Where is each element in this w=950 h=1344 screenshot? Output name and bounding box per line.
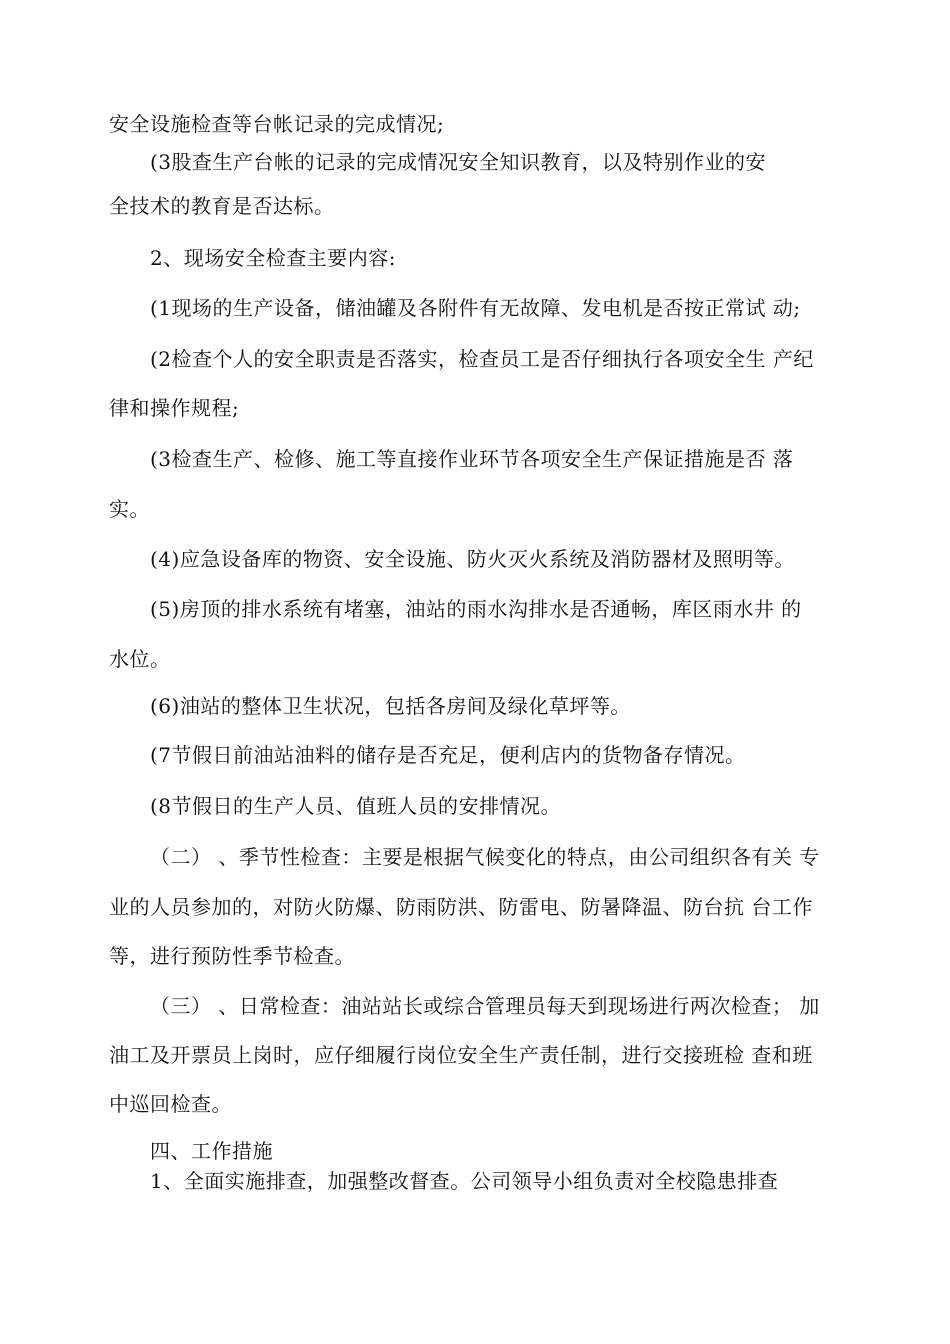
text-line: 水位。 bbox=[109, 647, 171, 671]
text-line: 实。 bbox=[109, 497, 150, 521]
text-line: 中巡回检查。 bbox=[109, 1092, 232, 1116]
text-line: (1现场的生产设备，储油罐及各附件有无故障、发电机是否按正常试 动; bbox=[150, 296, 801, 320]
text-line: (3检查生产、检修、施工等直接作业环节各项安全生产保证措施是否 落 bbox=[150, 447, 794, 471]
text-line: (5)房顶的排水系统有堵塞，油站的雨水沟排水是否通畅，库区雨水井 的 bbox=[150, 597, 802, 621]
text-line: （三） 、日常检查：油站站长或综合管理员每天到现场进行两次检查； 加 bbox=[150, 994, 820, 1018]
text-line: 油工及开票员上岗时，应仔细履行岗位安全生产责任制，进行交接班检 查和班 bbox=[109, 1043, 813, 1067]
text-line: 律和操作规程; bbox=[109, 396, 240, 420]
text-line: (4)应急设备库的物资、安全设施、防火灭火系统及消防器材及照明等。 bbox=[150, 547, 795, 571]
text-line: 1、全面实施排查，加强整改督查。公司领导小组负责对全校隐患排查 bbox=[150, 1169, 779, 1193]
text-line: (7节假日前油站油料的储存是否充足，便利店内的货物备存情况。 bbox=[150, 743, 746, 767]
text-line: 业的人员参加的，对防火防爆、防雨防洪、防雷电、防暑降温、防台抗 台工作 bbox=[109, 895, 813, 919]
text-line: （二） 、季节性检查：主要是根据气候变化的特点，由公司组织各有关 专 bbox=[150, 845, 820, 869]
text-line: (3股查生产台帐的记录的完成情况安全知识教育，以及特别作业的安 bbox=[150, 150, 767, 174]
text-line: 全技术的教育是否达标。 bbox=[109, 194, 335, 218]
section-heading: 四、工作措施 bbox=[150, 1139, 273, 1163]
section-heading: 2、现场安全检查主要内容: bbox=[150, 246, 396, 270]
text-line: (6)油站的整体卫生状况，包括各房间及绿化草坪等。 bbox=[150, 694, 631, 718]
text-line: (8节假日的生产人员、值班人员的安排情况。 bbox=[150, 794, 562, 818]
text-line: 安全设施检查等台帐记录的完成情况; bbox=[109, 112, 445, 136]
text-line: 等，进行预防性季节检查。 bbox=[109, 944, 355, 968]
text-line: (2检查个人的安全职责是否落实，检查员工是否仔细执行各项安全生 产纪 bbox=[150, 347, 814, 371]
